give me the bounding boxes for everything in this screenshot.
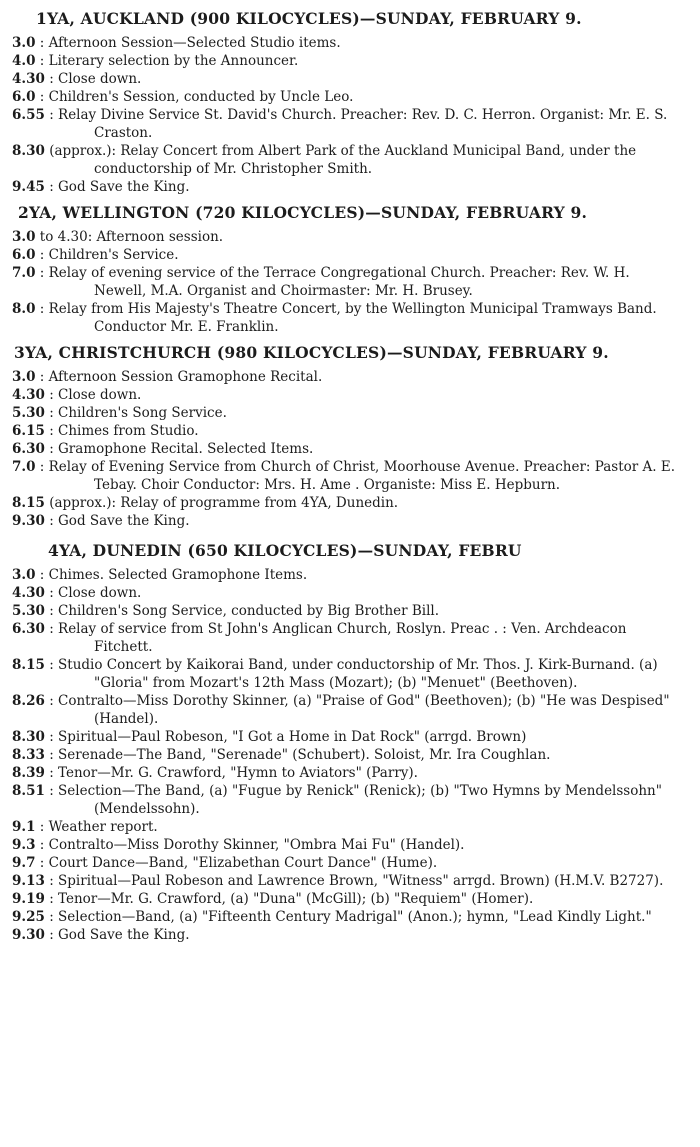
entry-time: 9.25 <box>12 909 45 925</box>
entry-time: 8.15 <box>12 495 45 511</box>
entry-time: 6.0 <box>12 89 36 105</box>
entry-text: : Selection—The Band, (a) "Fugue by Renick" (Renick); (b) "Two Hymns by Mendelssohn" (Mendelssohn). <box>49 783 662 817</box>
entry-text: : God Save the King. <box>49 513 190 529</box>
programme-entry <box>12 264 686 300</box>
entry-text: (approx.): Relay Concert from Albert Park of the Auckland Municipal Band, under the conductorship of Mr. Christopher Smith. <box>49 143 637 177</box>
programme-entry <box>12 746 686 764</box>
programme-entry <box>12 926 686 944</box>
station-heading: 2YA, WELLINGTON (720 KILOCYCLES)—SUNDAY, FEBRUARY 9. <box>18 203 588 222</box>
entry-text: : Relay of evening service of the Terrace Congregational Church. Preacher: Rev. W. H. Newell, M.A. Organist and Choirmaster: Mr. H. Brusey. <box>39 265 630 299</box>
entry-text: : Serenade—The Band, "Serenade" (Schubert). Soloist, Mr. Ira Coughlan. <box>49 747 551 763</box>
entry-time: 9.30 <box>12 513 45 529</box>
programme-entry <box>12 512 686 530</box>
entry-text: : Afternoon Session Gramophone Recital. <box>39 369 323 385</box>
entry-time: 3.0 <box>12 35 36 51</box>
programme-entry <box>12 566 686 584</box>
entry-text: : Relay of Evening Service from Church of Christ, Moorhouse Avenue. Preacher: Pastor A. E. Tebay. Choir Conductor: Mrs. H. Ame . Organiste: Miss E. Hepburn. <box>39 459 675 493</box>
entry-time: 8.0 <box>12 301 36 317</box>
programme-entry <box>12 106 686 142</box>
programme-entry <box>12 764 686 782</box>
entry-time: 6.30 <box>12 621 45 637</box>
entry-text: : God Save the King. <box>49 179 190 195</box>
programme-entry <box>12 890 686 908</box>
programme-list <box>12 34 686 196</box>
entry-text: : Chimes. Selected Gramophone Items. <box>39 567 308 583</box>
programme-entry <box>12 386 686 404</box>
programme-entry <box>12 854 686 872</box>
programme-entry <box>12 656 686 692</box>
programme-entry <box>12 142 686 178</box>
entry-text: : Spiritual—Paul Robeson and Lawrence Brown, "Witness" arrgd. Brown) (H.M.V. B2727). <box>49 873 664 889</box>
programme-entry <box>12 178 686 196</box>
programme-entry <box>12 422 686 440</box>
entry-time: 3.0 <box>12 229 36 245</box>
entry-time: 9.3 <box>12 837 36 853</box>
entry-time: 6.0 <box>12 247 36 263</box>
entry-text: : Tenor—Mr. G. Crawford, (a) "Duna" (McGill); (b) "Requiem" (Homer). <box>49 891 534 907</box>
entry-time: 8.39 <box>12 765 45 781</box>
entry-time: 9.13 <box>12 873 45 889</box>
entry-text: : Close down. <box>49 387 142 403</box>
programme-entry <box>12 620 686 656</box>
station-heading: 3YA, CHRISTCHURCH (980 KILOCYCLES)—SUNDAY, FEBRUARY 9. <box>14 343 609 362</box>
entry-text: : Relay from His Majesty's Theatre Concert, by the Wellington Municipal Tramways Band. Conductor Mr. E. Franklin. <box>39 301 657 335</box>
programme-entry <box>12 440 686 458</box>
entry-time: 5.30 <box>12 603 45 619</box>
entry-time: 4.30 <box>12 585 45 601</box>
entry-time: 8.30 <box>12 729 45 745</box>
entry-text: : Close down. <box>49 585 142 601</box>
entry-time: 6.15 <box>12 423 45 439</box>
programme-entry <box>12 872 686 890</box>
entry-time: 5.30 <box>12 405 45 421</box>
entry-time: 8.15 <box>12 657 45 673</box>
programme-entry <box>12 300 686 336</box>
station-1ya-auckland <box>12 8 686 196</box>
entry-text: : Relay of service from St John's Anglican Church, Roslyn. Preac . : Ven. Archdeacon Fitchett. <box>49 621 627 655</box>
entry-time: 4.30 <box>12 387 45 403</box>
station-3ya-christchurch <box>12 342 686 530</box>
entry-text: : Chimes from Studio. <box>49 423 199 439</box>
entry-time: 6.55 <box>12 107 45 123</box>
entry-text: : Spiritual—Paul Robeson, "I Got a Home in Dat Rock" (arrgd. Brown) <box>49 729 527 745</box>
entry-time: 6.30 <box>12 441 45 457</box>
entry-time: 8.30 <box>12 143 45 159</box>
programme-list <box>12 228 686 336</box>
entry-time: 9.30 <box>12 927 45 943</box>
entry-text: : Weather report. <box>39 819 158 835</box>
entry-time: 8.51 <box>12 783 45 799</box>
entry-text: to 4.30: Afternoon session. <box>39 229 224 245</box>
entry-text: : Studio Concert by Kaikorai Band, under conductorship of Mr. Thos. J. Kirk-Burnand. (a) "Gloria" from Mozart's 12th Mass (Mozart); (b) "Menuet" (Beethoven). <box>49 657 658 691</box>
entry-text: : Court Dance—Band, "Elizabethan Court Dance" (Hume). <box>39 855 438 871</box>
entry-time: 8.33 <box>12 747 45 763</box>
programme-entry <box>12 494 686 512</box>
entry-time: 3.0 <box>12 567 36 583</box>
programme-entry <box>12 88 686 106</box>
entry-time: 7.0 <box>12 459 36 475</box>
programme-list <box>12 566 686 944</box>
programme-entry <box>12 584 686 602</box>
entry-text: : Contralto—Miss Dorothy Skinner, "Ombra Mai Fu" (Handel). <box>39 837 465 853</box>
entry-text: : Contralto—Miss Dorothy Skinner, (a) "Praise of God" (Beethoven); (b) "He was Despised" (Handel). <box>49 693 670 727</box>
programme-entry <box>12 908 686 926</box>
entry-text: : Gramophone Recital. Selected Items. <box>49 441 314 457</box>
programme-entry <box>12 818 686 836</box>
programme-entry <box>12 404 686 422</box>
entry-text: : Tenor—Mr. G. Crawford, "Hymn to Aviators" (Parry). <box>49 765 418 781</box>
entry-time: 4.0 <box>12 53 36 69</box>
entry-time: 9.1 <box>12 819 36 835</box>
station-heading: 1YA, AUCKLAND (900 KILOCYCLES)—SUNDAY, FEBRUARY 9. <box>36 9 582 28</box>
entry-time: 7.0 <box>12 265 36 281</box>
programme-entry <box>12 52 686 70</box>
programme-entry <box>12 228 686 246</box>
programme-entry <box>12 368 686 386</box>
programme-list <box>12 368 686 530</box>
programme-entry <box>12 34 686 52</box>
station-4ya-dunedin <box>12 540 686 944</box>
entry-text: : Children's Song Service, conducted by Big Brother Bill. <box>49 603 440 619</box>
programme-entry <box>12 782 686 818</box>
programme-entry <box>12 602 686 620</box>
entry-text: (approx.): Relay of programme from 4YA, Dunedin. <box>49 495 399 511</box>
entry-text: : Relay Divine Service St. David's Church. Preacher: Rev. D. C. Herron. Organist: Mr. E. S. Craston. <box>49 107 668 141</box>
entry-text: : God Save the King. <box>49 927 190 943</box>
entry-text: : Close down. <box>49 71 142 87</box>
entry-text: : Children's Song Service. <box>49 405 227 421</box>
entry-time: 3.0 <box>12 369 36 385</box>
programme-entry <box>12 70 686 88</box>
entry-text: : Selection—Band, (a) "Fifteenth Century Madrigal" (Anon.); hymn, "Lead Kindly Light." <box>49 909 652 925</box>
entry-time: 9.45 <box>12 179 45 195</box>
programme-entry <box>12 246 686 264</box>
programme-entry <box>12 692 686 728</box>
station-2ya-wellington <box>12 202 686 336</box>
entry-time: 8.26 <box>12 693 45 709</box>
entry-time: 9.7 <box>12 855 36 871</box>
programme-entry <box>12 458 686 494</box>
entry-text: : Children's Session, conducted by Uncle Leo. <box>39 89 354 105</box>
programme-entry <box>12 836 686 854</box>
programme-entry <box>12 728 686 746</box>
station-heading: 4YA, DUNEDIN (650 KILOCYCLES)—SUNDAY, FEBRU <box>48 541 522 560</box>
entry-time: 4.30 <box>12 71 45 87</box>
entry-text: : Afternoon Session—Selected Studio items. <box>39 35 341 51</box>
entry-time: 9.19 <box>12 891 45 907</box>
entry-text: : Literary selection by the Announcer. <box>39 53 299 69</box>
entry-text: : Children's Service. <box>39 247 179 263</box>
